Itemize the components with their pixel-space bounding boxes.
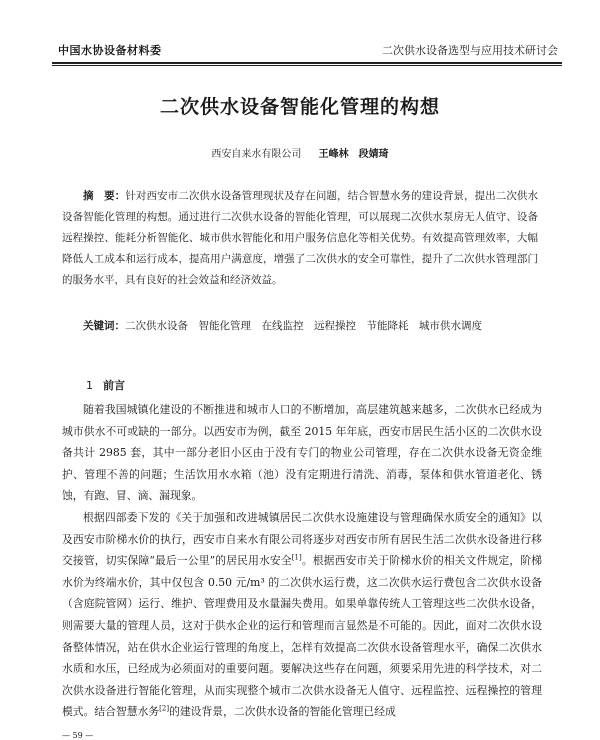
paragraph [62,507,542,723]
section-heading [86,377,125,393]
author-line [0,145,600,160]
keywords [62,316,538,337]
header-rule-thin [52,65,562,66]
abstract-text: 针对西安市二次供水设备管理现状及存在问题，结合智慧水务的建设背景，提出二次供水设备智能化管理的构想。通过进行二次供水设备的智能化管理，可以展现二次供水泵房无人值守、设备远程操控、能耗分析智能化、城市供水智能化和用户服务信息化等相关优势。有效提高管理效率，大幅降低人工成本和运行成本，提高用户满意度，增强了二次供水的安全可靠性，提升了二次供水管理部门的服务水平，具有良好的社会效益和经济效益。 [62,190,539,286]
paragraph-text: 的建设背景，二次供水设备的智能化管理已经成 [169,705,396,719]
page-number: — 59 — [62,731,94,740]
paragraph: 随着我国城镇化建设的不断推进和城市人口的不断增加，高层建筑越来越多，二次供水已经成为城市供水不可或缺的一部分。以西安市为例，截至 2015 年年底，西安市居民生活小区的二次供水设备共计 2985 套，其中一部分老旧小区由于没有专门的物业公司管理，存在二次供水设备无资金维护、管理不善的问题；生活饮用水水箱（池）没有定期进行清洗、消毒，泵体和供水管道老化、锈蚀，有跑、冒、滴、漏现象。 [62,403,542,503]
section-number: 1 [86,379,93,392]
citation: [1] [291,553,302,562]
running-header-right: 二次供水设备选型与应用技术研讨会 [382,44,558,57]
paper-title: 二次供水设备智能化管理的构想 [159,96,440,118]
citation: [2] [159,704,170,713]
running-header-left: 中国水协设备材料委 [58,44,162,57]
author-names: 王峰林 段婧琦 [318,149,389,160]
abstract-label: 摘 要： [83,190,126,202]
author-affiliation: 西安自来水有限公司 [211,149,302,160]
header-rule-thick [52,62,562,64]
body-text [62,399,542,723]
keywords-text: 二次供水设备 智能化管理 在线监控 远程操控 节能降耗 城市供水调度 [125,320,482,332]
keywords-label: 关键词： [83,320,125,332]
section-title: 前言 [103,379,125,392]
paragraph-text: 。根据西安市关于阶梯水价的相关文件规定，阶梯水价为终端水价，其中仅包含 0.50 元/m³ 的二次供水运行费，这二次供水运行费包含二次供水设备（含庭院管网）运行、维护、管理费用及水量漏失费用。如果单靠传统人工管理这些二次供水设备，则需要大量的管理人员，这对于供水企业的运行和管理而言显然是不可能的。因此，面对二次供水设备整体情况，站在供水企业运行管理的角度上，怎样有效提高二次供水设备管理水平，确保二次供水水质和水压，已经成为必须面对的重要问题。要解决这些存在问题，须要采用先进的科学技术，对二次供水设备进行智能化管理，从而实现整个城市二次供水设备无人值守、远程监控、远程操控的管理模式。结合智慧水务 [62,554,542,719]
paragraph-text: 根据四部委下发的《关于加强和改进城镇居民二次供水设施建设与管理确保水质安全的通知》以及西安市阶梯水价的执行，西安市自来水有限公司将逐步对西安市所有居民生活二次供水设备进行移交接管，切实保障“最后一公里”的居民用水安全 [62,510,542,568]
abstract [62,186,538,291]
